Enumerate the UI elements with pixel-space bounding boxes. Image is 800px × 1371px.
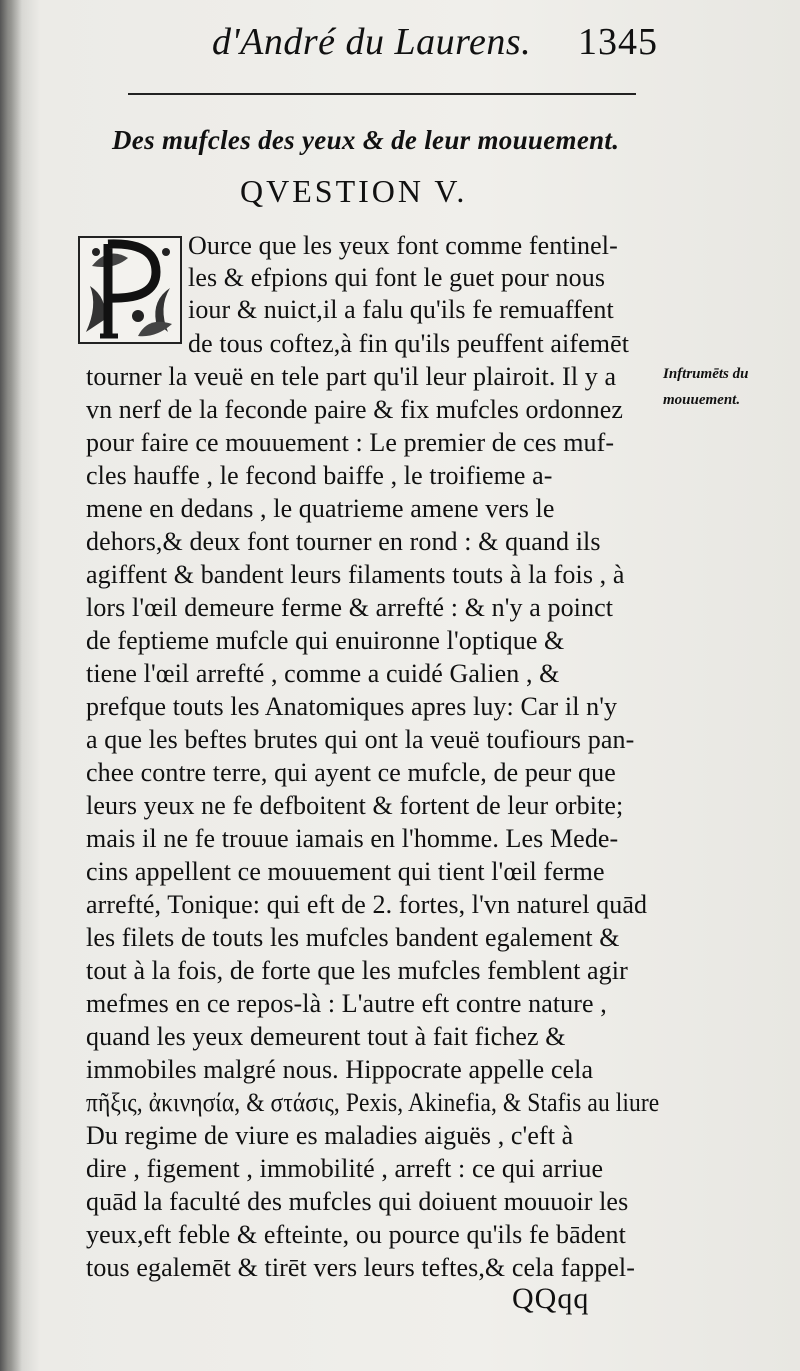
body-line: chee contre terre, qui ayent ce mufcle, de peur que (86, 758, 616, 787)
body-line: dehors,& deux font tourner en rond : & quand ils (86, 527, 601, 556)
body-line: de feptieme mufcle qui enuironne l'optique & (86, 626, 565, 655)
body-line: tiene l'œil arrefté , comme a cuidé Galien , & (86, 659, 560, 688)
body-line: quand les yeux demeurent tout à fait fichez & (86, 1022, 566, 1051)
header-rule (128, 93, 636, 95)
body-line: cins appellent ce mouuement qui tient l'œil ferme (86, 857, 605, 886)
body-line: iour & nuict,il a falu qu'ils fe remuaffent (188, 295, 614, 324)
body-line: les & efpions qui font le guet pour nous (188, 263, 606, 292)
body-line: tout à la fois, de forte que les mufcles femblent agir (86, 956, 628, 985)
ornamental-drop-cap (78, 236, 182, 344)
body-line: tous egalemēt & tirēt vers leurs teftes,& cela fappel- (86, 1253, 636, 1282)
running-head-title: d'André du Laurens. (212, 21, 532, 63)
running-head (0, 14, 800, 74)
marginal-note: Inftrumēts du (663, 366, 749, 382)
body-line: mene en dedans , le quatrieme amene vers le (86, 494, 555, 523)
body-line: dire , figement , immobilité , arreft : ce qui arriue (86, 1154, 604, 1183)
body-line: arrefté, Tonique: qui eft de 2. fortes, l'vn naturel quād (86, 890, 648, 919)
page-spine-shadow (0, 0, 22, 1371)
body-line: Du regime de viure es maladies aiguës , c'eft à (86, 1121, 574, 1150)
body-line: prefque touts les Anatomiques apres luy: Car il n'y (86, 692, 618, 721)
body-line: cles hauffe , le fecond baiffe , le troifieme a- (86, 461, 553, 490)
body-line: πῆξις, ἀκινησία, & στάσις, Pexis, Akinefia, & Stafis au liure (86, 1088, 660, 1117)
body-line: agiffent & bandent leurs filaments touts à la fois , à (86, 560, 625, 589)
body-line: Ource que les yeux font comme fentinel- (188, 231, 618, 260)
body-line: tourner la veuë en tele part qu'il leur plairoit. Il y a (86, 362, 617, 391)
page-number: 1345 (578, 21, 658, 63)
marginal-note: mouuement. (663, 392, 741, 408)
body-line: a que les beftes brutes qui ont la veuë toufiours pan- (86, 725, 635, 754)
question-heading: QVESTION V. (240, 173, 468, 209)
body-line: les filets de touts les mufcles bandent egalement & (86, 923, 620, 952)
drop-cap-ornament-icon (78, 236, 182, 344)
body-line: lors l'œil demeure ferme & arrefté : & n'y a poinct (86, 593, 614, 622)
body-line: de tous coftez,à fin qu'ils peuffent aifemēt (188, 329, 630, 358)
chapter-subheading: Des mufcles des yeux & de leur mouuement. (112, 125, 620, 155)
body-line: mefmes en ce repos-là : L'autre eft contre nature , (86, 989, 607, 1018)
body-line: immobiles malgré nous. Hippocrate appelle cela (86, 1055, 594, 1084)
body-line: quād la faculté des mufcles qui doiuent mouuoir les (86, 1187, 629, 1216)
body-line: leurs yeux ne fe defboitent & fortent de leur orbite; (86, 791, 624, 820)
body-line: yeux,eft feble & efteinte, ou pource qu'ils fe bādent (86, 1220, 626, 1249)
drop-cap-letter (78, 236, 79, 237)
body-line: vn nerf de la feconde paire & fix mufcles ordonnez (86, 395, 624, 424)
catchword-signature: QQqq (512, 1282, 590, 1315)
body-line: mais il ne fe trouue iamais en l'homme. Les Mede- (86, 824, 619, 853)
body-line: pour faire ce mouuement : Le premier de ces muf- (86, 428, 615, 457)
